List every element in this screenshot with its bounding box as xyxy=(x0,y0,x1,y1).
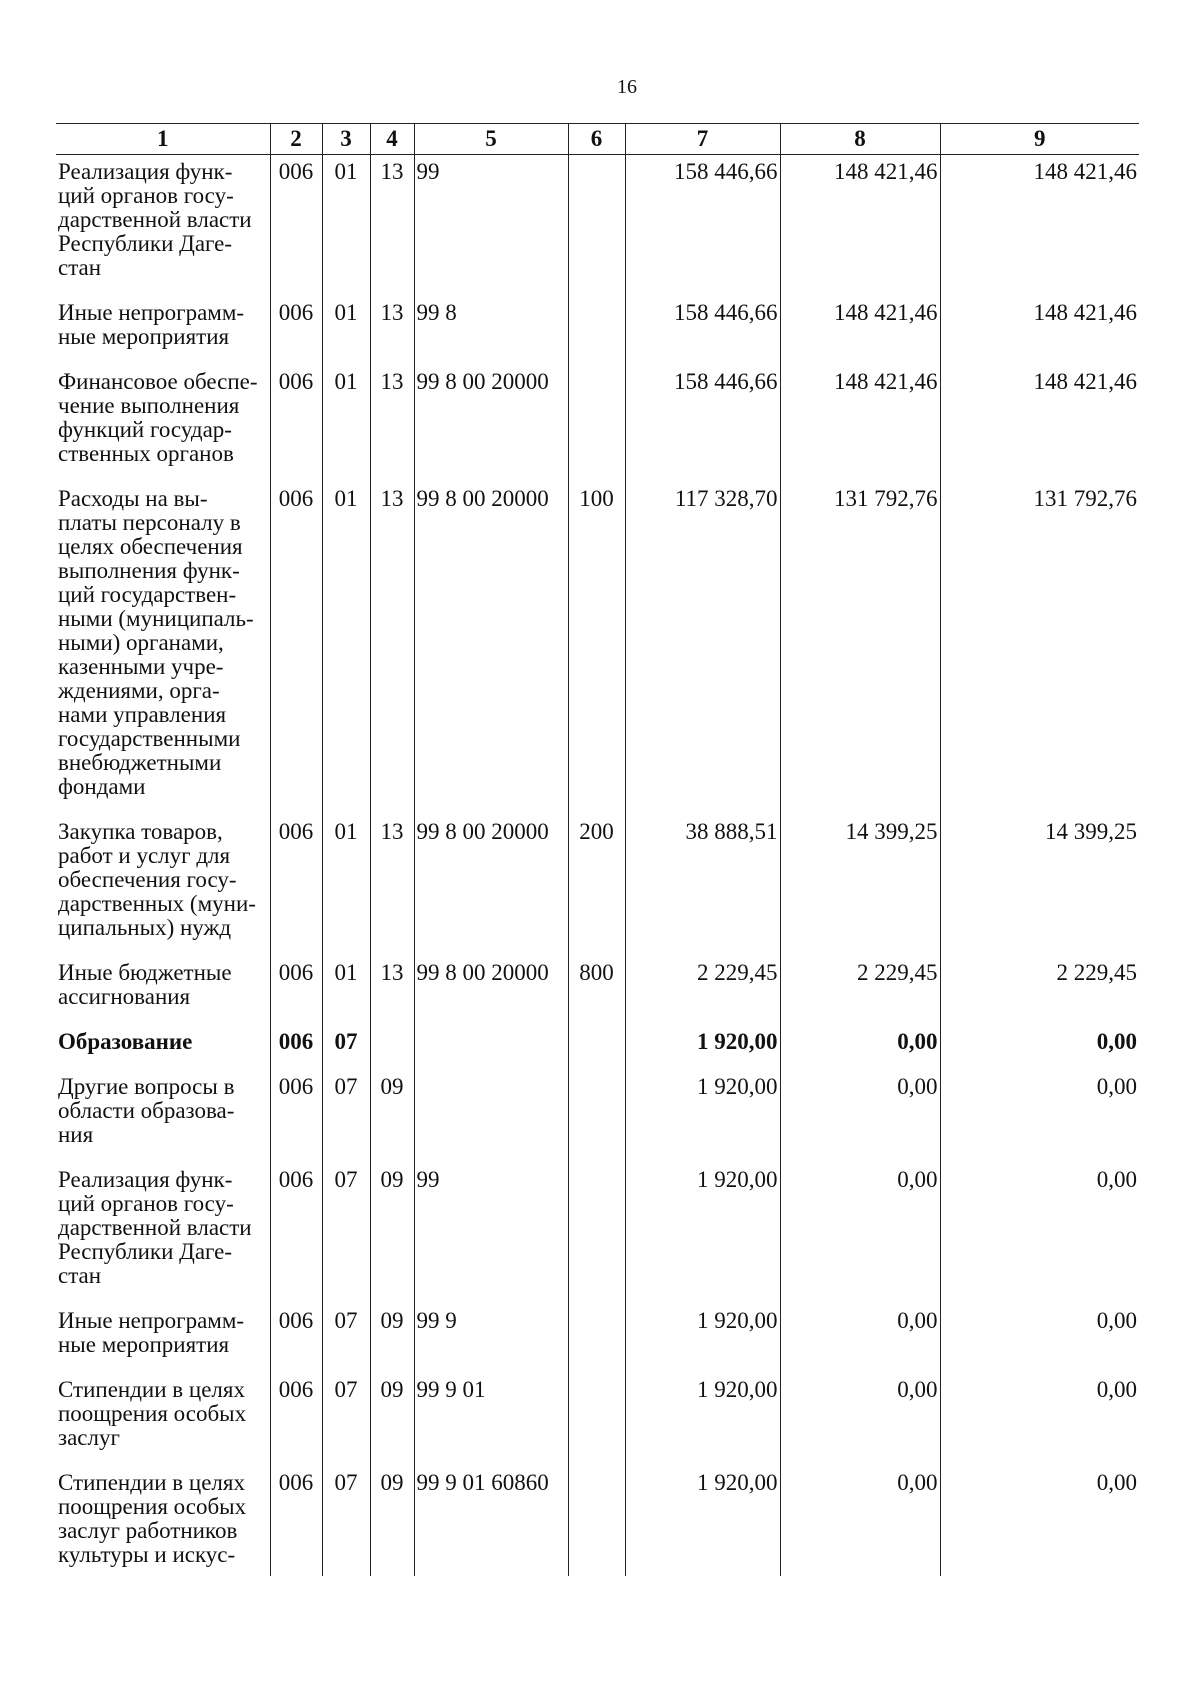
row-col-4 xyxy=(370,1025,414,1070)
row-col-5: 99 8 00 20000 xyxy=(414,365,568,482)
row-col-7: 1 920,00 xyxy=(625,1466,780,1576)
row-col-4: 13 xyxy=(370,815,414,956)
table-row xyxy=(56,1070,1139,1163)
row-col-2: 006 xyxy=(270,1373,322,1466)
row-col-5: 99 8 00 20000 xyxy=(414,815,568,956)
row-col-7: 1 920,00 xyxy=(625,1373,780,1466)
row-col-9: 0,00 xyxy=(940,1070,1139,1163)
row-col-9: 0,00 xyxy=(940,1025,1139,1070)
row-col-4: 09 xyxy=(370,1163,414,1304)
row-col-4: 13 xyxy=(370,956,414,1025)
column-header-1: 1 xyxy=(56,124,270,155)
row-col-5: 99 8 xyxy=(414,296,568,365)
row-col-3: 01 xyxy=(322,155,370,297)
row-name: Расходы на вы- платы персоналу в целях обеспечения выполнения функ- ций государствен- ными (муниципаль- ными) органами, казенными учре- ждениями, орга- нами управления государственными внебюджетными фондами xyxy=(56,482,270,815)
row-col-5: 99 8 00 20000 xyxy=(414,956,568,1025)
row-col-9: 148 421,46 xyxy=(940,365,1139,482)
table-row xyxy=(56,1373,1139,1466)
row-name: Финансовое обеспе- чение выполнения функций государ- ственных органов xyxy=(56,365,270,482)
row-col-9: 2 229,45 xyxy=(940,956,1139,1025)
row-col-8: 0,00 xyxy=(780,1163,940,1304)
row-col-3: 07 xyxy=(322,1070,370,1163)
table-row xyxy=(56,482,1139,815)
budget-table xyxy=(56,123,1139,1576)
row-col-5: 99 9 01 xyxy=(414,1373,568,1466)
row-col-8: 14 399,25 xyxy=(780,815,940,956)
row-col-7: 1 920,00 xyxy=(625,1163,780,1304)
column-header-4: 4 xyxy=(370,124,414,155)
row-col-7: 158 446,66 xyxy=(625,365,780,482)
table-row xyxy=(56,1304,1139,1373)
row-col-5 xyxy=(414,1070,568,1163)
row-name: Иные непрограмм- ные мероприятия xyxy=(56,1304,270,1373)
row-col-2: 006 xyxy=(270,956,322,1025)
row-col-3: 07 xyxy=(322,1163,370,1304)
row-col-8: 131 792,76 xyxy=(780,482,940,815)
row-col-9: 0,00 xyxy=(940,1163,1139,1304)
row-name: Иные непрограмм- ные мероприятия xyxy=(56,296,270,365)
row-col-7: 158 446,66 xyxy=(625,296,780,365)
table-row xyxy=(56,1025,1139,1070)
row-col-7: 2 229,45 xyxy=(625,956,780,1025)
row-col-5: 99 xyxy=(414,155,568,297)
table-row xyxy=(56,296,1139,365)
row-name: Закупка товаров, работ и услуг для обеспечения госу- дарственных (муни- ципальных) нужд xyxy=(56,815,270,956)
row-col-4: 09 xyxy=(370,1070,414,1163)
row-col-6: 100 xyxy=(568,482,625,815)
row-col-3: 01 xyxy=(322,956,370,1025)
row-name: Иные бюджетные ассигнования xyxy=(56,956,270,1025)
row-col-8: 148 421,46 xyxy=(780,365,940,482)
row-col-6 xyxy=(568,1373,625,1466)
row-col-5: 99 xyxy=(414,1163,568,1304)
page-number: 16 xyxy=(617,76,637,98)
row-col-9: 148 421,46 xyxy=(940,296,1139,365)
row-col-4: 09 xyxy=(370,1373,414,1466)
row-col-6: 200 xyxy=(568,815,625,956)
row-col-4: 09 xyxy=(370,1466,414,1576)
row-col-3: 07 xyxy=(322,1373,370,1466)
row-col-2: 006 xyxy=(270,1304,322,1373)
row-col-5 xyxy=(414,1025,568,1070)
row-name: Стипендии в целях поощрения особых заслуг работников культуры и искус- xyxy=(56,1466,270,1576)
row-col-6 xyxy=(568,1025,625,1070)
table-row xyxy=(56,1466,1139,1576)
table-row xyxy=(56,815,1139,956)
row-col-4: 09 xyxy=(370,1304,414,1373)
row-name: Стипендии в целях поощрения особых заслуг xyxy=(56,1373,270,1466)
row-col-3: 07 xyxy=(322,1025,370,1070)
row-col-2: 006 xyxy=(270,1163,322,1304)
row-col-6 xyxy=(568,1070,625,1163)
row-col-4: 13 xyxy=(370,365,414,482)
row-col-5: 99 9 xyxy=(414,1304,568,1373)
row-col-8: 0,00 xyxy=(780,1373,940,1466)
row-col-3: 07 xyxy=(322,1466,370,1576)
row-col-4: 13 xyxy=(370,296,414,365)
row-col-2: 006 xyxy=(270,155,322,297)
row-col-3: 01 xyxy=(322,482,370,815)
row-col-2: 006 xyxy=(270,1025,322,1070)
row-col-6 xyxy=(568,365,625,482)
row-col-6 xyxy=(568,1466,625,1576)
row-col-4: 13 xyxy=(370,155,414,297)
header-row xyxy=(56,124,1139,155)
row-col-8: 0,00 xyxy=(780,1070,940,1163)
row-col-7: 117 328,70 xyxy=(625,482,780,815)
row-col-7: 1 920,00 xyxy=(625,1304,780,1373)
row-col-3: 01 xyxy=(322,365,370,482)
row-col-7: 158 446,66 xyxy=(625,155,780,297)
row-col-8: 148 421,46 xyxy=(780,155,940,297)
row-col-2: 006 xyxy=(270,815,322,956)
row-col-2: 006 xyxy=(270,365,322,482)
table-row xyxy=(56,365,1139,482)
row-col-6 xyxy=(568,1163,625,1304)
row-name: Другие вопросы в области образова- ния xyxy=(56,1070,270,1163)
row-col-8: 0,00 xyxy=(780,1304,940,1373)
row-col-8: 0,00 xyxy=(780,1025,940,1070)
column-header-8: 8 xyxy=(780,124,940,155)
row-col-5: 99 9 01 60860 xyxy=(414,1466,568,1576)
row-col-5: 99 8 00 20000 xyxy=(414,482,568,815)
row-col-9: 0,00 xyxy=(940,1304,1139,1373)
row-col-6 xyxy=(568,155,625,297)
row-col-3: 01 xyxy=(322,296,370,365)
row-col-9: 0,00 xyxy=(940,1373,1139,1466)
row-col-7: 38 888,51 xyxy=(625,815,780,956)
row-col-9: 131 792,76 xyxy=(940,482,1139,815)
row-col-2: 006 xyxy=(270,482,322,815)
row-col-2: 006 xyxy=(270,1466,322,1576)
row-col-9: 14 399,25 xyxy=(940,815,1139,956)
row-col-3: 01 xyxy=(322,815,370,956)
table-body xyxy=(56,155,1139,1577)
row-col-9: 0,00 xyxy=(940,1466,1139,1576)
column-header-3: 3 xyxy=(322,124,370,155)
column-header-2: 2 xyxy=(270,124,322,155)
table-row xyxy=(56,1163,1139,1304)
row-name: Реализация функ- ций органов госу- дарственной власти Республики Даге- стан xyxy=(56,155,270,297)
column-header-9: 9 xyxy=(940,124,1139,155)
row-col-7: 1 920,00 xyxy=(625,1070,780,1163)
row-col-6 xyxy=(568,1304,625,1373)
row-col-6 xyxy=(568,296,625,365)
table-row xyxy=(56,155,1139,297)
row-name: Реализация функ- ций органов госу- дарственной власти Республики Даге- стан xyxy=(56,1163,270,1304)
row-col-8: 148 421,46 xyxy=(780,296,940,365)
row-col-7: 1 920,00 xyxy=(625,1025,780,1070)
row-col-3: 07 xyxy=(322,1304,370,1373)
row-col-6: 800 xyxy=(568,956,625,1025)
row-col-9: 148 421,46 xyxy=(940,155,1139,297)
table-row xyxy=(56,956,1139,1025)
column-header-5: 5 xyxy=(414,124,568,155)
row-name: Образование xyxy=(56,1025,270,1070)
column-header-6: 6 xyxy=(568,124,625,155)
row-col-2: 006 xyxy=(270,1070,322,1163)
row-col-2: 006 xyxy=(270,296,322,365)
row-col-8: 2 229,45 xyxy=(780,956,940,1025)
row-col-8: 0,00 xyxy=(780,1466,940,1576)
column-header-7: 7 xyxy=(625,124,780,155)
row-col-4: 13 xyxy=(370,482,414,815)
